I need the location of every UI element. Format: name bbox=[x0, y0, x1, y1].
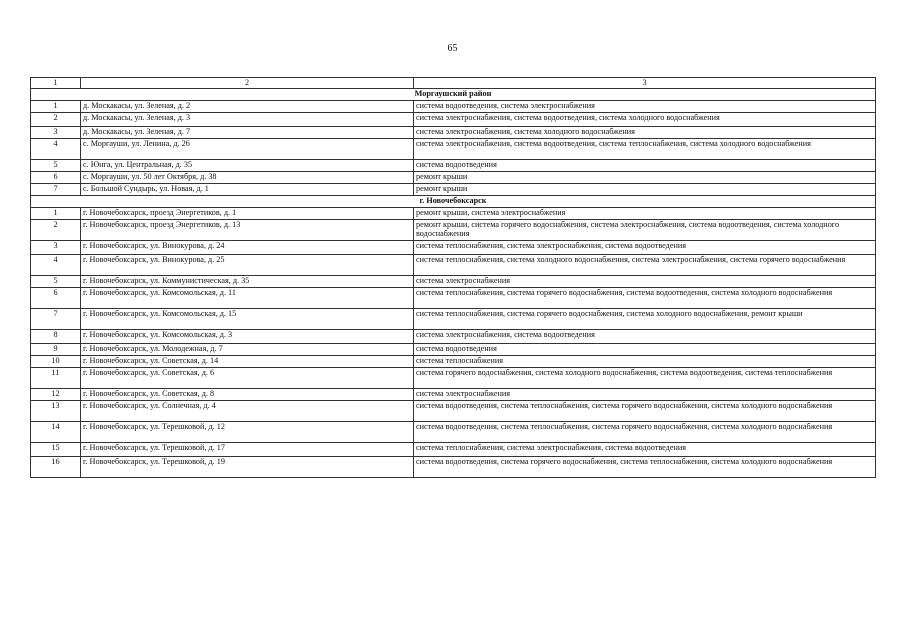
row-number: 16 bbox=[31, 457, 81, 478]
row-work: система горячего водоснабжения, система холодного водоснабжения, система водоотведения, система теплоснабжения bbox=[414, 368, 876, 389]
table-header-row bbox=[31, 78, 876, 89]
table-row bbox=[31, 139, 876, 160]
row-address: г. Новочебоксарск, ул. Терешковой, д. 17 bbox=[81, 443, 414, 457]
row-number: 1 bbox=[31, 208, 81, 220]
row-address: г. Новочебоксарск, ул. Советская, д. 6 bbox=[81, 368, 414, 389]
row-work: система водоотведения, система электроснабжения bbox=[414, 101, 876, 113]
table-row bbox=[31, 208, 876, 220]
row-address: г. Новочебоксарск, ул. Терешковой, д. 12 bbox=[81, 422, 414, 443]
row-number: 11 bbox=[31, 368, 81, 389]
row-address: г. Новочебоксарск, проезд Энергетиков, д. 13 bbox=[81, 220, 414, 241]
table-row bbox=[31, 220, 876, 241]
column-header-address: 2 bbox=[81, 78, 414, 89]
row-number: 7 bbox=[31, 309, 81, 330]
table-row bbox=[31, 276, 876, 288]
table-row bbox=[31, 241, 876, 255]
row-work: ремонт крыши bbox=[414, 172, 876, 184]
column-header-work: 3 bbox=[414, 78, 876, 89]
table-row bbox=[31, 172, 876, 184]
table-row bbox=[31, 330, 876, 344]
section-title: г. Новочебоксарск bbox=[31, 196, 876, 208]
row-number: 2 bbox=[31, 113, 81, 127]
row-work: система теплоснабжения bbox=[414, 356, 876, 368]
row-work: система водоотведения bbox=[414, 344, 876, 356]
row-number: 15 bbox=[31, 443, 81, 457]
row-number: 2 bbox=[31, 220, 81, 241]
row-address: с. Большой Сундырь, ул. Новая, д. 1 bbox=[81, 184, 414, 196]
row-number: 10 bbox=[31, 356, 81, 368]
row-number: 7 bbox=[31, 184, 81, 196]
row-work: система теплоснабжения, система горячего водоснабжения, система водоотведения, система холодного водоснабжения bbox=[414, 288, 876, 309]
row-number: 14 bbox=[31, 422, 81, 443]
row-work: система водоотведения, система теплоснабжения, система горячего водоснабжения, система холодного водоснабжения bbox=[414, 422, 876, 443]
row-address: г. Новочебоксарск, ул. Молодежная, д. 7 bbox=[81, 344, 414, 356]
section-title: Моргаушский район bbox=[31, 89, 876, 101]
row-work: система теплоснабжения, система горячего водоснабжения, система холодного водоснабжения, ремонт крыши bbox=[414, 309, 876, 330]
row-number: 13 bbox=[31, 401, 81, 422]
row-address: г. Новочебоксарск, ул. Терешковой, д. 19 bbox=[81, 457, 414, 478]
row-address: д. Москакасы, ул. Зеленая, д. 3 bbox=[81, 113, 414, 127]
row-address: д. Москакасы, ул. Зеленая, д. 7 bbox=[81, 127, 414, 139]
row-address: г. Новочебоксарск, ул. Советская, д. 14 bbox=[81, 356, 414, 368]
row-work: система электроснабжения bbox=[414, 389, 876, 401]
table-row bbox=[31, 401, 876, 422]
row-work: ремонт крыши bbox=[414, 184, 876, 196]
table-row bbox=[31, 288, 876, 309]
row-address: д. Москакасы, ул. Зеленая, д. 2 bbox=[81, 101, 414, 113]
row-work: система теплоснабжения, система электроснабжения, система водоотведения bbox=[414, 443, 876, 457]
row-number: 3 bbox=[31, 127, 81, 139]
row-address: г. Новочебоксарск, ул. Комсомольская, д. 15 bbox=[81, 309, 414, 330]
row-work: ремонт крыши, система электроснабжения bbox=[414, 208, 876, 220]
table-row bbox=[31, 101, 876, 113]
row-work: система водоотведения bbox=[414, 160, 876, 172]
table-row bbox=[31, 113, 876, 127]
row-address: г. Новочебоксарск, ул. Советская, д. 8 bbox=[81, 389, 414, 401]
table-row bbox=[31, 389, 876, 401]
row-address: г. Новочебоксарск, ул. Комсомольская, д. 3 bbox=[81, 330, 414, 344]
row-work: система теплоснабжения, система холодного водоснабжения, система электроснабжения, система горячего водоснабжения bbox=[414, 255, 876, 276]
table-row bbox=[31, 356, 876, 368]
row-work: система водоотведения, система горячего водоснабжения, система теплоснабжения, система холодного водоснабжения bbox=[414, 457, 876, 478]
row-number: 4 bbox=[31, 139, 81, 160]
row-address: с. Юнга, ул. Центральная, д. 35 bbox=[81, 160, 414, 172]
table-row bbox=[31, 160, 876, 172]
row-work: система электроснабжения, система водоотведения, система теплоснабжения, система холодного водоснабжения bbox=[414, 139, 876, 160]
page-number: 65 bbox=[447, 43, 458, 54]
table-row bbox=[31, 368, 876, 389]
row-number: 5 bbox=[31, 276, 81, 288]
row-address: г. Новочебоксарск, ул. Винокурова, д. 25 bbox=[81, 255, 414, 276]
table-row bbox=[31, 309, 876, 330]
table-row bbox=[31, 344, 876, 356]
row-number: 4 bbox=[31, 255, 81, 276]
row-work: система электроснабжения, система холодного водоснабжения bbox=[414, 127, 876, 139]
row-number: 6 bbox=[31, 288, 81, 309]
table-row bbox=[31, 255, 876, 276]
row-number: 5 bbox=[31, 160, 81, 172]
row-work: система электроснабжения, система водоотведения bbox=[414, 330, 876, 344]
section-row bbox=[31, 89, 876, 101]
row-number: 6 bbox=[31, 172, 81, 184]
row-address: г. Новочебоксарск, ул. Винокурова, д. 24 bbox=[81, 241, 414, 255]
section-row bbox=[31, 196, 876, 208]
row-address: г. Новочебоксарск, ул. Комсомольская, д. 11 bbox=[81, 288, 414, 309]
table-row bbox=[31, 127, 876, 139]
row-work: ремонт крыши, система горячего водоснабжения, система электроснабжения, система водоотведения, система холодного водоснабжения bbox=[414, 220, 876, 241]
row-work: система электроснабжения bbox=[414, 276, 876, 288]
row-address: г. Новочебоксарск, ул. Коммунистическая, д. 35 bbox=[81, 276, 414, 288]
row-number: 12 bbox=[31, 389, 81, 401]
row-address: г. Новочебоксарск, проезд Энергетиков, д. 1 bbox=[81, 208, 414, 220]
row-work: система электроснабжения, система водоотведения, система холодного водоснабжения bbox=[414, 113, 876, 127]
row-address: г. Новочебоксарск, ул. Солнечная, д. 4 bbox=[81, 401, 414, 422]
row-work: система водоотведения, система теплоснабжения, система горячего водоснабжения, система холодного водоснабжения bbox=[414, 401, 876, 422]
table-row bbox=[31, 457, 876, 478]
row-address: с. Моргауши, ул. Ленина, д. 26 bbox=[81, 139, 414, 160]
buildings-table bbox=[30, 77, 876, 478]
row-number: 3 bbox=[31, 241, 81, 255]
row-number: 9 bbox=[31, 344, 81, 356]
column-header-number: 1 bbox=[31, 78, 81, 89]
row-number: 1 bbox=[31, 101, 81, 113]
row-address: с. Моргауши, ул. 50 лет Октября, д. 38 bbox=[81, 172, 414, 184]
table-row bbox=[31, 443, 876, 457]
table-row bbox=[31, 422, 876, 443]
row-work: система теплоснабжения, система электроснабжения, система водоотведения bbox=[414, 241, 876, 255]
row-number: 8 bbox=[31, 330, 81, 344]
table-row bbox=[31, 184, 876, 196]
